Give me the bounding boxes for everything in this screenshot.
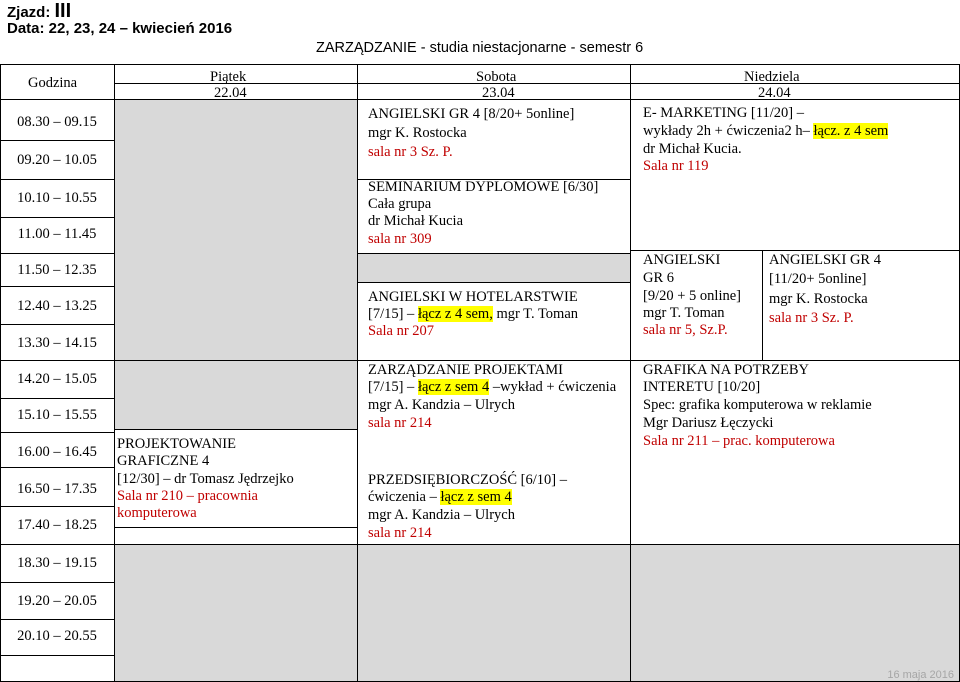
class-title: PROJEKTOWANIE: [117, 436, 236, 452]
class-info: wykłady 2h + ćwiczenia2 h– łącz. z 4 sem: [643, 123, 889, 139]
day-header-saturday: Sobota: [476, 69, 517, 85]
highlight-merge: łącz z sem 4: [440, 489, 512, 505]
class-room: Sala nr 210 – pracownia: [117, 488, 258, 504]
hour-row: 09.20 – 10.05: [17, 152, 97, 168]
class-teacher: mgr K. Rostocka: [769, 291, 868, 307]
hour-row: 16.50 – 17.35: [17, 481, 97, 497]
class-info: ćwiczenia – łącz z sem 4: [368, 489, 512, 505]
class-teacher: [12/30] – dr Tomasz Jędrzejko: [117, 471, 294, 487]
hour-row: 19.20 – 20.05: [17, 593, 97, 609]
class-teacher: Mgr Dariusz Łęczycki: [643, 415, 774, 431]
friday-empty-gray: [114, 100, 357, 429]
class-group: Cała grupa: [368, 196, 432, 212]
date-friday: 22.04: [214, 85, 247, 101]
class-title: ANGIELSKI GR 4 [8/20+ 5online]: [368, 106, 575, 122]
sat-empty-gray-1: [358, 253, 630, 282]
class-room-2: komputerowa: [117, 505, 197, 521]
class-title-2: INTERETU [10/20]: [643, 379, 761, 395]
class-room: sala nr 5, Sz.P.: [643, 322, 728, 338]
hour-row: 14.20 – 15.05: [17, 371, 97, 387]
hour-row: 08.30 – 09.15: [17, 114, 97, 130]
class-title: GRAFIKA NA POTRZEBY: [643, 362, 809, 378]
hour-row: 11.50 – 12.35: [17, 262, 97, 278]
sun-empty-gray: [631, 544, 960, 681]
hour-row: 11.00 – 11.45: [17, 226, 97, 242]
fri-empty-gray-2: [114, 544, 357, 681]
hour-row: 17.40 – 18.25: [17, 517, 97, 533]
hour-row: 12.40 – 13.25: [17, 298, 97, 314]
day-header-friday: Piątek: [210, 69, 247, 85]
class-room: sala nr 214: [368, 415, 432, 431]
footer-date: 16 maja 2016: [887, 669, 954, 681]
zjazd-label: Zjazd:: [7, 4, 55, 21]
class-info: [9/20 + 5 online]: [643, 288, 741, 304]
class-teacher: dr Michał Kucia.: [643, 141, 742, 157]
hour-row: 13.30 – 14.15: [17, 335, 97, 351]
hour-row: 15.10 – 15.55: [17, 407, 97, 423]
class-teacher: mgr K. Rostocka: [368, 125, 467, 141]
class-title: ANGIELSKI: [643, 252, 721, 268]
highlight-merge: łącz z 4 sem,: [417, 306, 493, 322]
class-title: ANGIELSKI W HOTELARSTWIE: [368, 289, 578, 305]
hour-row: 18.30 – 19.15: [17, 555, 97, 571]
godzina-header: Godzina: [28, 75, 78, 91]
sat-empty-gray-2: [358, 544, 630, 681]
class-room: sala nr 309: [368, 231, 432, 247]
date-sunday: 24.04: [758, 85, 791, 101]
highlight-merge: łącz. z 4 sem: [813, 123, 889, 139]
class-title: E- MARKETING [11/20] –: [643, 105, 804, 121]
class-teacher: mgr A. Kandzia – Ulrych: [368, 397, 515, 413]
class-group: GR 6: [643, 270, 675, 286]
class-info: [7/15] – łącz z 4 sem, mgr T. Toman: [368, 306, 579, 322]
class-room: Sala nr 211 – prac. komputerowa: [643, 433, 835, 449]
class-title: ANGIELSKI GR 4: [769, 252, 881, 268]
page-title: ZARZĄDZANIE - studia niestacjonarne - semestr 6: [316, 40, 644, 56]
class-teacher: mgr A. Kandzia – Ulrych: [368, 507, 515, 523]
class-info: [7/15] – łącz z sem 4 –wykład + ćwiczenia: [368, 379, 617, 395]
class-info: Spec: grafika komputerowa w reklamie: [643, 397, 872, 413]
date-line: Data: 22, 23, 24 – kwiecień 2016: [7, 20, 233, 37]
class-title-2: GRAFICZNE 4: [117, 453, 210, 469]
class-title: SEMINARIUM DYPLOMOWE [6/30]: [368, 179, 599, 195]
hour-row: 20.10 – 20.55: [17, 628, 97, 644]
class-room: sala nr 3 Sz. P.: [368, 144, 453, 160]
hour-row: 16.00 – 16.45: [17, 444, 97, 460]
zjazd-value: III: [54, 0, 72, 22]
class-room: Sala nr 207: [368, 323, 435, 339]
day-header-sunday: Niedziela: [744, 69, 800, 85]
class-room: sala nr 3 Sz. P.: [769, 310, 854, 326]
class-info: [11/20+ 5online]: [769, 271, 867, 287]
hour-row: 10.10 – 10.55: [17, 190, 97, 206]
class-title: PRZEDSIĘBIORCZOŚĆ [6/10] –: [368, 472, 567, 488]
class-title: ZARZĄDZANIE PROJEKTAMI: [368, 362, 563, 378]
class-teacher: dr Michał Kucia: [368, 213, 464, 229]
date-saturday: 23.04: [482, 85, 515, 101]
class-room: sala nr 214: [368, 525, 432, 541]
class-room: Sala nr 119: [643, 158, 709, 174]
highlight-merge: łącz z sem 4: [417, 379, 490, 395]
class-teacher: mgr T. Toman: [643, 305, 725, 321]
